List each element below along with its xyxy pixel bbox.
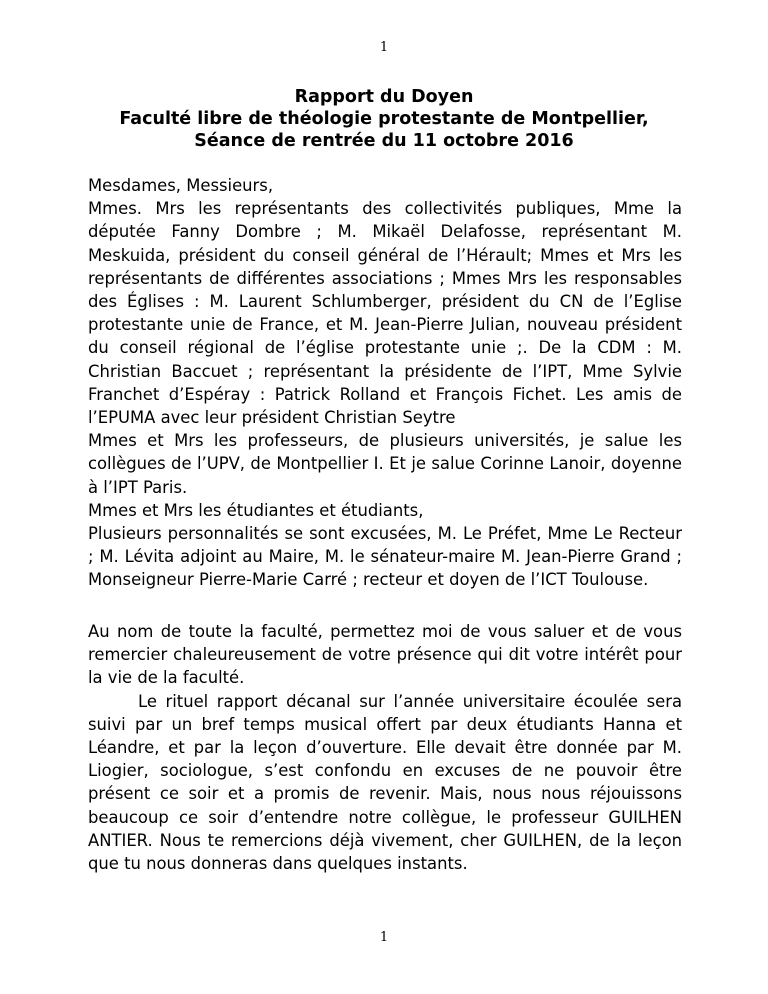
page-number-bottom: 1 — [379, 930, 389, 945]
excused-paragraph: Plusieurs personnalités se sont excusées, M. Le Préfet, Mme Le Recteur ; M. Lévita adjoint au Maire, M. le sénateur-maire M. Jean-Pierre Grand ; Monseigneur Pierre-Marie Carré ; recteur et doyen de l’ICT Toulouse. — [88, 524, 682, 590]
introduction-section — [88, 620, 682, 875]
ritual-paragraph: Le rituel rapport décanal sur l’année universitaire écoulée sera suivi par un bref temps musical offert par deux étudiants Hanna et Léandre, et par la leçon d’ouverture. Elle devait être donnée par M. Liogier, sociologue, s’est confondu en excuses de ne pouvoir être présent ce soir et a promis de revenir. Mais, nous nous réjouissons beaucoup ce soir d’entendre notre collègue, le professeur GUILHEN ANTIER. Nous te remercions déjà vivement, cher GUILHEN, de la leçon que tu nous donneras dans quelques instants. — [88, 691, 682, 874]
welcome-paragraph: Au nom de toute la faculté, permettez moi de vous saluer et de vous remercier chaleureusement de votre présence qui dit votre intérêt pour la vie de la faculté. — [88, 622, 682, 688]
page-number-top: 1 — [379, 40, 389, 55]
representatives-paragraph: Mmes. Mrs les représentants des collectivités publiques, Mme la députée Fanny Dombre ; M. Mikaël Delafosse, représentant M. Meskuida, président du conseil général de l’Hérault; Mmes et Mrs les représentants de différentes associations ; Mmes Mrs les responsables des Églises : M. Laurent Schlumberger, président du CN de l’Eglise protestante unie de France, et M. Jean-Pierre Julian, nouveau président du conseil régional de l’église protestante unie ;. De la CDM : M. Christian Baccuet ; représentant la présidente de l’IPT, Mme Sylvie Franchet d’Espéray : Patrick Rolland et François Fichet. Les amis de l’EPUMA avec leur président Christian Seytre — [88, 199, 682, 428]
title-line-1: Rapport du Doyen — [294, 87, 474, 107]
professors-paragraph: Mmes et Mrs les professeurs, de plusieurs universités, je salue les collègues de l’UPV, de Montpellier I. Et je salue Corinne Lanoir, doyenne à l’IPT Paris. — [88, 431, 682, 497]
greetings-section — [88, 174, 682, 592]
title-line-2: Faculté libre de théologie protestante de Montpellier, — [119, 109, 649, 129]
salutation-paragraph: Mesdames, Messieurs, — [88, 176, 274, 195]
students-paragraph: Mmes et Mrs les étudiantes et étudiants, — [88, 500, 424, 520]
title-line-3: Séance de rentrée du 11 octobre 2016 — [194, 131, 574, 151]
document-title — [0, 86, 768, 152]
